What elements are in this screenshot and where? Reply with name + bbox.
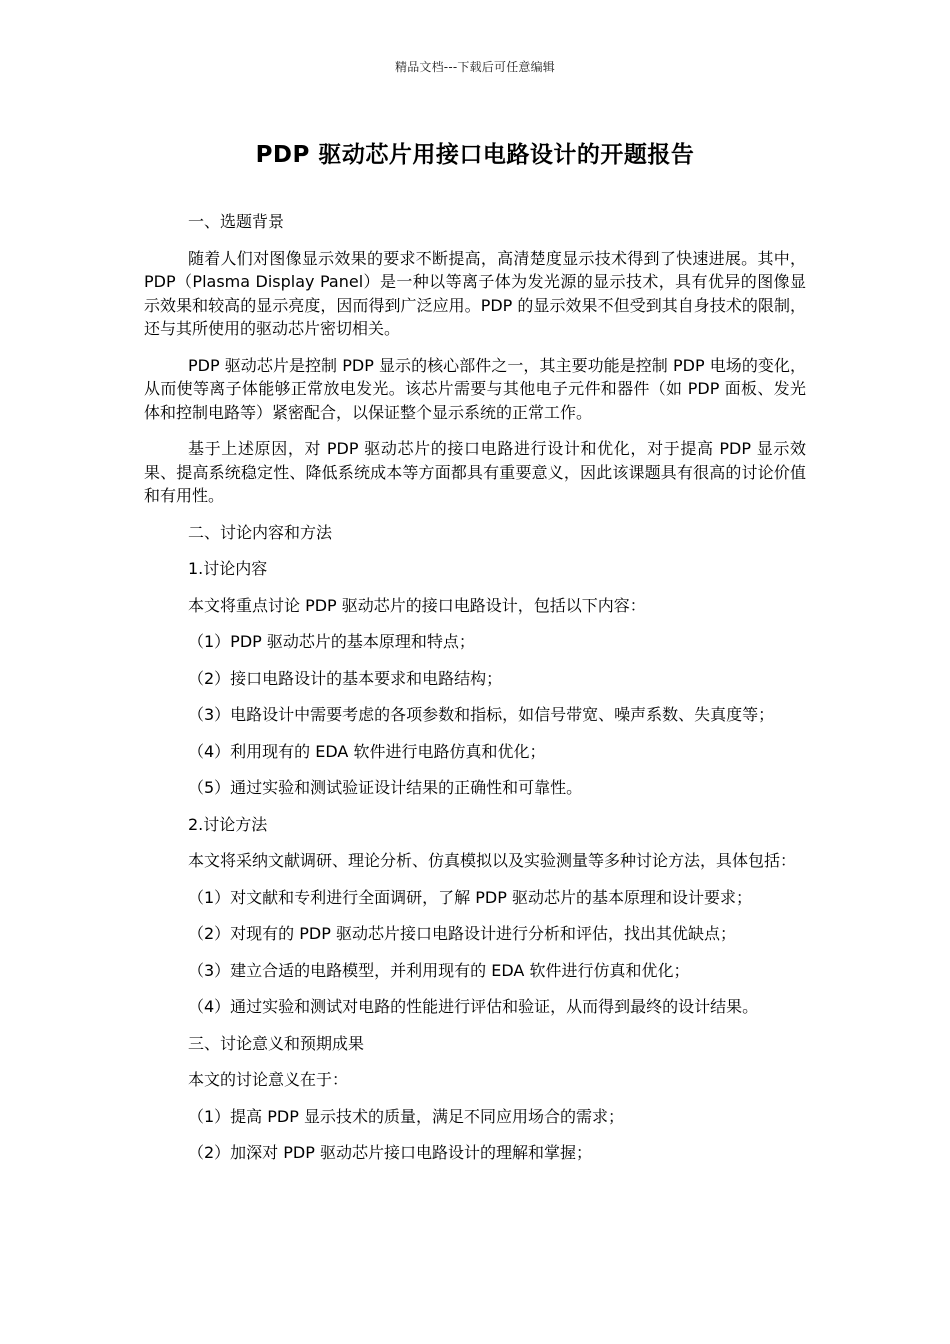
- list-item: （1）对文献和专利进行全面调研，了解 PDP 驱动芯片的基本原理和设计要求；: [188, 887, 752, 907]
- list-item: （1）提高 PDP 显示技术的质量，满足不同应用场合的需求；: [188, 1106, 624, 1126]
- list-item: （5）通过实验和测试验证设计结果的正确性和可靠性。: [188, 778, 583, 797]
- list-item: （2）对现有的 PDP 驱动芯片接口电路设计进行分析和评估，找出其优缺点；: [188, 924, 736, 943]
- section-heading-significance: 三、讨论意义和预期成果: [188, 1033, 365, 1053]
- section-heading-content-methods: 二、讨论内容和方法: [188, 522, 333, 542]
- paragraph: 基于上述原因，对 PDP 驱动芯片的接口电路进行设计和优化，对于提高 PDP 显示效果、提高系统稳定性、降低系统成本等方面都具有重要意义，因此该课题具有很高的讨论价值和有用性。: [144, 439, 806, 505]
- page-header-note: 精品文档---下载后可任意编辑: [395, 60, 555, 74]
- list-item: （2）加深对 PDP 驱动芯片接口电路设计的理解和掌握；: [188, 1143, 592, 1162]
- section-heading-background: 一、选题背景: [188, 212, 285, 231]
- list-item: （4）利用现有的 EDA 软件进行电路仿真和优化；: [188, 741, 546, 761]
- paragraph: 本文将采纳文献调研、理论分析、仿真模拟以及实验测量等多种讨论方法，具体包括：: [188, 851, 797, 870]
- document-body: [144, 210, 806, 1165]
- subsection-heading-content: 1.讨论内容: [188, 559, 268, 578]
- paragraph: 本文的讨论意义在于：: [188, 1070, 349, 1089]
- list-item: （3）建立合适的电路模型，并利用现有的 EDA 软件进行仿真和优化；: [188, 960, 690, 980]
- paragraph: 本文将重点讨论 PDP 驱动芯片的接口电路设计，包括以下内容：: [188, 595, 646, 615]
- subsection-heading-methods: 2.讨论方法: [188, 814, 268, 834]
- document-title: PDP 驱动芯片用接口电路设计的开题报告: [255, 142, 695, 168]
- list-item: （4）通过实验和测试对电路的性能进行评估和验证，从而得到最终的设计结果。: [188, 997, 759, 1016]
- paragraph: PDP 驱动芯片是控制 PDP 显示的核心部件之一，其主要功能是控制 PDP 电场的变化，从而使等离子体能够正常放电发光。该芯片需要与其他电子元件和器件（如 PDP 面板、发光体和控制电路等）紧密配合，以保证整个显示系统的正常工作。: [144, 355, 806, 422]
- list-item: （2）接口电路设计的基本要求和电路结构；: [188, 668, 503, 688]
- list-item: （3）电路设计中需要考虑的各项参数和指标，如信号带宽、噪声系数、失真度等；: [188, 705, 775, 724]
- list-item: （1）PDP 驱动芯片的基本原理和特点；: [188, 632, 475, 651]
- paragraph: 随着人们对图像显示效果的要求不断提高，高清楚度显示技术得到了快速进展。其中，PDP（Plasma Display Panel）是一种以等离子体为发光源的显示技术，具有优异的图像显示效果和较高的显示亮度，因而得到广泛应用。PDP 的显示效果不但受到其自身技术的限制，还与其所使用的驱动芯片密切相关。: [144, 248, 806, 338]
